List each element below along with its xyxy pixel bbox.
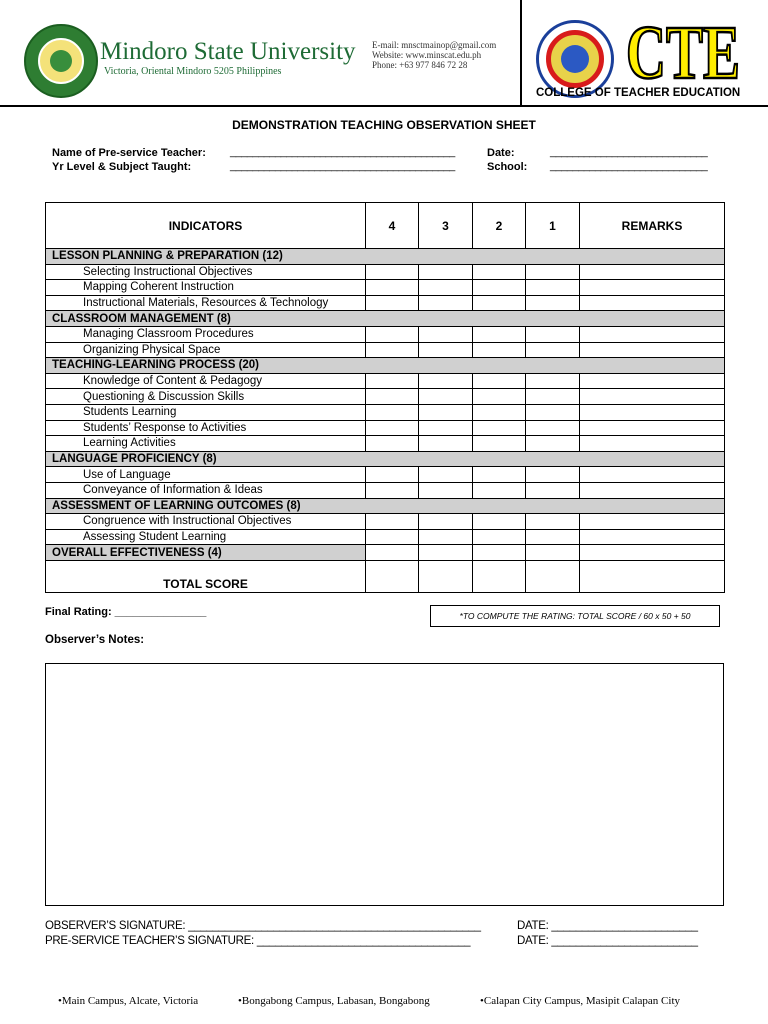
score-cell[interactable] [473,404,526,420]
indicator-label: Congruence with Instructional Objectives [46,514,366,530]
observer-notes-box[interactable] [45,663,724,906]
remarks-cell[interactable] [580,467,725,483]
remarks-cell[interactable] [580,342,725,358]
remarks-cell[interactable] [580,326,725,342]
score-cell[interactable] [366,514,419,530]
score-cell[interactable] [526,514,580,530]
header-score-1: 1 [526,203,580,249]
score-cell[interactable] [526,326,580,342]
category-row [46,498,725,514]
observer-date-field[interactable]: DATE: ________________________ [517,920,698,932]
score-cell[interactable] [366,436,419,452]
msu-seal-logo [24,24,98,98]
total-cell[interactable] [526,560,580,592]
indicator-label: Managing Classroom Procedures [46,326,366,342]
form-title: DEMONSTRATION TEACHING OBSERVATION SHEET [232,118,536,132]
score-cell[interactable] [366,264,419,280]
score-cell[interactable] [419,482,473,498]
observer-signature-field[interactable]: OBSERVER’S SIGNATURE: ________________________________________________ [45,920,481,932]
header-divider [0,105,768,107]
category-row [46,451,725,467]
indicator-row [46,280,725,296]
score-cell[interactable] [526,295,580,311]
observer-notes-label: Observer’s Notes: [45,634,145,646]
score-cell[interactable] [526,404,580,420]
school-label: School: [487,161,528,173]
score-cell[interactable] [526,280,580,296]
category-row [46,249,725,265]
score-cell[interactable] [419,389,473,405]
level-label: Yr Level & Subject Taught: [52,161,192,173]
score-cell[interactable] [473,280,526,296]
remarks-cell[interactable] [580,482,725,498]
rating-compute-note: *TO COMPUTE THE RATING: TOTAL SCORE / 60 x 50 + 50 [430,605,720,627]
category-label: OVERALL EFFECTIVENESS (4) [46,545,366,561]
indicator-label: Selecting Instructional Objectives [46,264,366,280]
indicator-row [46,467,725,483]
total-remarks-cell[interactable] [580,560,725,592]
score-cell[interactable] [473,482,526,498]
indicator-row [46,295,725,311]
university-address: Victoria, Oriental Mindoro 5205 Philippines [104,66,282,77]
cte-logo-text: CTE [626,11,740,86]
header-divider-vertical [520,0,522,106]
score-cell[interactable] [473,326,526,342]
score-cell[interactable] [366,280,419,296]
school-field[interactable]: ____________________________ [550,160,708,172]
indicator-label: Mapping Coherent Instruction [46,280,366,296]
table-header-row [46,203,725,249]
score-cell[interactable] [419,342,473,358]
score-cell[interactable] [366,482,419,498]
score-cell[interactable] [366,342,419,358]
indicator-label: Questioning & Discussion Skills [46,389,366,405]
contact-phone: Phone: +63 977 846 72 28 [372,60,468,70]
remarks-cell[interactable] [580,436,725,452]
total-score-row [46,560,725,592]
final-rating-field[interactable]: Final Rating: _______________ [45,606,207,618]
score-cell[interactable] [526,420,580,436]
score-cell[interactable] [473,389,526,405]
indicator-label: Students’ Response to Activities [46,420,366,436]
score-cell[interactable] [419,436,473,452]
score-cell[interactable] [366,545,419,561]
category-label: LESSON PLANNING & PREPARATION (12) [46,249,725,265]
score-cell[interactable] [526,264,580,280]
score-cell[interactable] [473,436,526,452]
score-cell[interactable] [366,295,419,311]
indicator-row [46,420,725,436]
score-cell[interactable] [526,529,580,545]
score-cell[interactable] [526,482,580,498]
indicator-label: Use of Language [46,467,366,483]
indicator-row [46,326,725,342]
header-score-2: 2 [473,203,526,249]
score-cell[interactable] [366,373,419,389]
indicator-label: Assessing Student Learning [46,529,366,545]
score-cell[interactable] [419,545,473,561]
name-field[interactable]: ________________________________________ [230,146,455,158]
cte-wordmark-logo [624,10,742,86]
score-cell[interactable] [526,436,580,452]
score-cell[interactable] [366,326,419,342]
teacher-signature-field[interactable]: PRE-SERVICE TEACHER’S SIGNATURE: ___________________________________ [45,935,471,947]
score-cell[interactable] [419,404,473,420]
footer-campus: •Bongabong Campus, Labasan, Bongabong [238,995,430,1007]
remarks-cell[interactable] [580,373,725,389]
header-indicators: INDICATORS [46,203,366,249]
header-score-4: 4 [366,203,419,249]
score-cell[interactable] [473,514,526,530]
category-label: LANGUAGE PROFICIENCY (8) [46,451,725,467]
score-cell[interactable] [473,342,526,358]
indicator-label: Knowledge of Content & Pedagogy [46,373,366,389]
total-cell[interactable] [473,560,526,592]
footer-campus: •Main Campus, Alcate, Victoria [58,995,199,1007]
remarks-cell[interactable] [580,545,725,561]
remarks-cell[interactable] [580,389,725,405]
score-cell[interactable] [419,467,473,483]
remarks-cell[interactable] [580,280,725,296]
score-cell[interactable] [526,389,580,405]
name-label: Name of Pre-service Teacher: [52,147,206,159]
teacher-date-field[interactable]: DATE: ________________________ [517,935,698,947]
score-cell[interactable] [526,373,580,389]
score-cell[interactable] [526,467,580,483]
score-cell[interactable] [419,264,473,280]
remarks-cell[interactable] [580,529,725,545]
score-cell[interactable] [366,529,419,545]
remarks-cell[interactable] [580,514,725,530]
score-cell[interactable] [473,264,526,280]
score-cell[interactable] [419,373,473,389]
contact-email: E-mail: mnsctmainop@gmail.com [372,40,497,50]
contact-website: Website: www.minscat.edu.ph [372,50,482,60]
score-cell[interactable] [366,404,419,420]
score-cell[interactable] [473,295,526,311]
indicator-label: Students Learning [46,404,366,420]
category-label: ASSESSMENT OF LEARNING OUTCOMES (8) [46,498,725,514]
category-label: CLASSROOM MANAGEMENT (8) [46,311,725,327]
remarks-cell[interactable] [580,264,725,280]
category-row-overall [46,545,725,561]
score-cell[interactable] [473,545,526,561]
total-score-label: TOTAL SCORE [46,560,366,592]
footer-campus: •Calapan City Campus, Masipit Calapan City [480,995,680,1007]
indicator-row [46,436,725,452]
level-field[interactable]: ________________________________________ [230,160,455,172]
indicator-label: Conveyance of Information & Ideas [46,482,366,498]
score-cell[interactable] [473,373,526,389]
date-label: Date: [487,147,515,159]
indicator-row [46,529,725,545]
score-cell[interactable] [366,467,419,483]
total-cell[interactable] [366,560,419,592]
indicator-row [46,342,725,358]
date-field[interactable]: ____________________________ [550,146,708,158]
category-row [46,358,725,374]
remarks-cell[interactable] [580,404,725,420]
score-cell[interactable] [473,420,526,436]
indicator-row [46,373,725,389]
score-cell[interactable] [526,342,580,358]
college-name: COLLEGE OF TEACHER EDUCATION [536,87,741,99]
remarks-cell[interactable] [580,295,725,311]
category-row [46,311,725,327]
observation-table [45,202,725,593]
indicator-row [46,482,725,498]
score-cell[interactable] [419,514,473,530]
category-label: TEACHING-LEARNING PROCESS (20) [46,358,725,374]
university-name: Mindoro State University [100,38,356,65]
score-cell[interactable] [526,545,580,561]
score-cell[interactable] [419,326,473,342]
score-cell[interactable] [366,389,419,405]
score-cell[interactable] [419,420,473,436]
score-cell[interactable] [473,529,526,545]
score-cell[interactable] [473,467,526,483]
indicator-label: Instructional Materials, Resources & Technology [46,295,366,311]
total-cell[interactable] [419,560,473,592]
indicator-row [46,264,725,280]
indicator-row [46,404,725,420]
indicator-row [46,514,725,530]
score-cell[interactable] [419,280,473,296]
indicator-label: Organizing Physical Space [46,342,366,358]
score-cell[interactable] [366,420,419,436]
score-cell[interactable] [419,529,473,545]
header-score-3: 3 [419,203,473,249]
remarks-cell[interactable] [580,420,725,436]
score-cell[interactable] [419,295,473,311]
indicator-row [46,389,725,405]
indicator-label: Learning Activities [46,436,366,452]
header-remarks: REMARKS [580,203,725,249]
